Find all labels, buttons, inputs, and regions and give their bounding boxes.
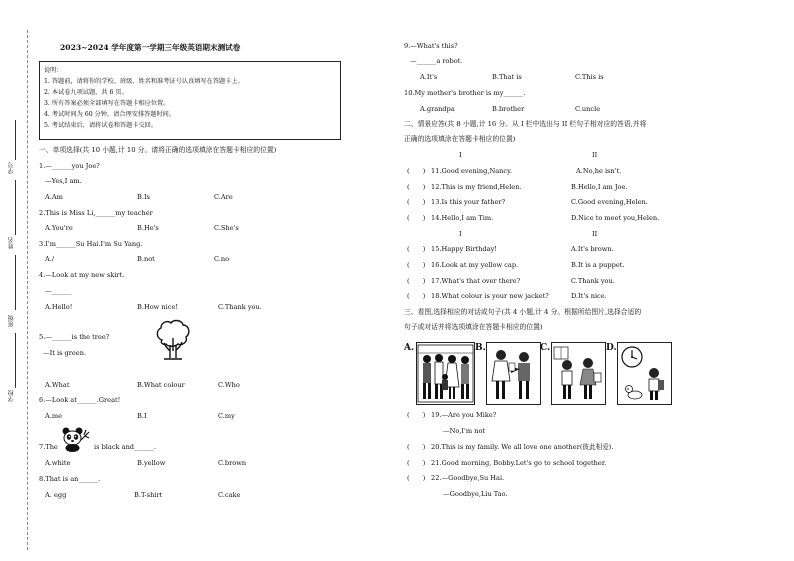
q14-right: D.Nice to meet you,Helen. xyxy=(571,214,660,222)
q16-left: 16.Look at my yellow cap. xyxy=(431,261,519,269)
picture-label-b: B. xyxy=(475,343,486,353)
q12-right: B.Hello,I am Joe. xyxy=(571,183,628,191)
answer-paren[interactable]: ( ) xyxy=(407,443,426,451)
q12-left: 12.This is my friend,Helen. xyxy=(431,183,522,191)
q15-right: A.It's brown. xyxy=(571,245,614,253)
q10-option-c[interactable]: C.uncle xyxy=(575,105,601,113)
answer-paren[interactable]: ( ) xyxy=(407,292,426,300)
q8-option-a[interactable]: A. egg xyxy=(45,491,67,499)
picture-d-frame xyxy=(617,342,672,405)
answer-paren[interactable]: ( ) xyxy=(407,183,426,191)
blank-line xyxy=(15,180,16,235)
q15-left: 15.Happy Birthday! xyxy=(431,245,497,253)
clock-child-icon xyxy=(618,343,671,404)
q21-line1: 21.Good morning, Bobby.Let's go to school together. xyxy=(431,459,607,467)
q14-left: 14.Hello,I am Tim. xyxy=(431,214,494,222)
q1-reply: —Yes,I am. xyxy=(45,177,82,185)
children-icon xyxy=(552,343,605,404)
instruction-line: 5. 考试结束后，请将试卷和答题卡交回。 xyxy=(44,122,158,129)
q18-right: D.It's nice. xyxy=(571,292,607,300)
picture-b-frame xyxy=(486,342,541,405)
q22-line2: —Goodbye,Liu Tao. xyxy=(443,490,508,498)
q4-option-c[interactable]: C.Thank you. xyxy=(218,303,262,311)
column-ii-header: II xyxy=(592,230,598,238)
q2-stem: 2.This is Miss Li,______my teacher xyxy=(39,209,153,217)
column-ii-header: II xyxy=(592,151,598,159)
q3-option-c[interactable]: C.no xyxy=(214,255,230,263)
q19-line1: 19.—Are you Mike? xyxy=(431,411,497,419)
q1-option-c[interactable]: C.Are xyxy=(214,193,233,201)
label-name: 姓名 xyxy=(8,237,15,249)
q8-option-b[interactable]: B.T-shirt xyxy=(134,491,163,499)
q9-option-a[interactable]: A.It's xyxy=(420,73,438,81)
q5-option-b[interactable]: B.What colour xyxy=(137,381,185,389)
q1-option-b[interactable]: B.Is xyxy=(137,193,150,201)
blank-line xyxy=(15,120,16,160)
q17-right: C.Thank you. xyxy=(571,277,615,285)
q4-reply: —______ xyxy=(45,287,72,295)
blank-line xyxy=(15,255,16,310)
section3-heading: 三、看图,选择相应的对话或句子(共 4 小题,计 4 分。根据所给图片,选择合适的 xyxy=(404,308,642,316)
q13-right: C.Good evening,Helen. xyxy=(571,198,648,206)
q7-option-b[interactable]: B.yellow xyxy=(137,459,166,467)
two-people-icon xyxy=(487,343,540,404)
q2-option-a[interactable]: A.You're xyxy=(45,224,73,232)
section3-heading-cont: 句子或对话并将选项填涂在答题卡相应的位置) xyxy=(404,323,543,331)
q3-option-b[interactable]: B.not xyxy=(137,255,155,263)
q7-option-a[interactable]: A.white xyxy=(45,459,71,467)
answer-paren[interactable]: ( ) xyxy=(407,459,426,467)
answer-paren[interactable]: ( ) xyxy=(407,411,426,419)
section2-heading-cont: 正确的选项填涂在答题卡相应的位置) xyxy=(404,135,516,143)
q10-stem: 10.My mother's brother is my______. xyxy=(404,89,526,97)
blank-line xyxy=(15,333,16,388)
q18-left: 18.What colour is your new jacket? xyxy=(431,292,549,300)
q9-reply: —______a robot. xyxy=(410,57,463,65)
page-title: 2023~2024 学年度第一学期三年级英语期末测试卷 xyxy=(60,43,241,52)
q2-option-c[interactable]: C.She's xyxy=(214,224,239,232)
section1-heading: 一、单项选择(共 10 小题,计 10 分。请将正确的选项填涂在答题卡相应的位置) xyxy=(39,146,277,154)
q5-option-c[interactable]: C.Who xyxy=(218,381,240,389)
instruction-line: 3. 所有答案必须全部填写在答题卡相应位置。 xyxy=(44,100,170,107)
q16-right: B.It is a puppet. xyxy=(571,261,625,269)
section2-heading: 二、情景应答(共 8 小题,计 16 分。从 I 栏中选出与 II 栏句子相对应的答语,并将 xyxy=(404,120,647,128)
q9-stem: 9.—What's this? xyxy=(404,42,458,50)
instruction-line: 1. 答题前，请将你的学校、班级、姓名和准考证号认真填写在答题卡上。 xyxy=(44,78,244,85)
q9-option-c[interactable]: C.This is xyxy=(575,73,604,81)
answer-paren[interactable]: ( ) xyxy=(407,198,426,206)
q7-option-c[interactable]: C.brown xyxy=(218,459,247,467)
q6-stem: 6.—Look at______.Great! xyxy=(39,396,121,404)
q7-stem-end: is black and______. xyxy=(94,443,156,451)
q4-stem: 4.—Look at my new skirt. xyxy=(39,271,125,279)
answer-paren[interactable]: ( ) xyxy=(407,214,426,222)
panda-icon xyxy=(59,426,91,452)
q7-stem-start: 7.The xyxy=(39,443,58,451)
family-icon xyxy=(417,343,474,404)
q13-left: 13.Is this your father? xyxy=(431,198,506,206)
tree-icon xyxy=(154,318,192,362)
label-school: 学校 xyxy=(8,390,15,402)
q4-option-b[interactable]: B.How nice! xyxy=(137,303,179,311)
column-i-header: I xyxy=(459,230,462,238)
q6-option-b[interactable]: B.I xyxy=(137,412,147,420)
q11-left: 11.Good evening,Nancy. xyxy=(431,167,513,175)
answer-paren[interactable]: ( ) xyxy=(407,474,426,482)
seal-line xyxy=(27,30,28,550)
q9-option-b[interactable]: B.That is xyxy=(492,73,522,81)
q5-option-a[interactable]: A.What xyxy=(45,381,70,389)
q3-stem: 3.I'm______Su Hai.I'm Su Yang. xyxy=(39,240,143,248)
picture-label-a: A. xyxy=(404,343,415,353)
instructions-box xyxy=(39,61,341,140)
instructions-heading: 说明： xyxy=(44,67,63,74)
q5-reply: —It is green. xyxy=(43,349,87,357)
q3-option-a[interactable]: A./ xyxy=(45,255,55,263)
q20-line1: 20.This is my family. We all love one another(彼此相爱). xyxy=(431,443,614,451)
q22-line1: 22.—Goodbye,Su Hai. xyxy=(431,474,505,482)
answer-paren[interactable]: ( ) xyxy=(407,277,426,285)
q11-right: A.No,he isn't. xyxy=(576,167,622,175)
answer-paren[interactable]: ( ) xyxy=(407,261,426,269)
q5-stem: 5.—______is the tree? xyxy=(39,333,110,341)
q19-line2: —No,I'm not xyxy=(443,427,486,435)
label-class: 班级 xyxy=(8,315,15,327)
q17-left: 17.What's that over there? xyxy=(431,277,521,285)
column-i-header: I xyxy=(459,151,462,159)
q10-option-a[interactable]: A.grandpa xyxy=(420,105,455,113)
q10-option-b[interactable]: B.brother xyxy=(492,105,525,113)
picture-a-frame xyxy=(416,342,475,405)
label-student-number: 学号 xyxy=(8,162,15,174)
q6-option-c[interactable]: C.my xyxy=(218,412,235,420)
picture-label-d: D. xyxy=(606,343,617,353)
q8-stem: 8.That is an______. xyxy=(39,475,101,483)
picture-label-c: C. xyxy=(540,343,551,353)
q2-option-b[interactable]: B.He's xyxy=(137,224,159,232)
instruction-line: 4. 考试时间为 60 分钟，请合理安排答题时间。 xyxy=(44,111,176,118)
binding-strip xyxy=(4,120,22,430)
q4-option-a[interactable]: A.Hello! xyxy=(45,303,73,311)
q8-option-c[interactable]: C.cake xyxy=(218,491,241,499)
q1-stem: 1.—______you Joe? xyxy=(39,162,100,170)
answer-paren[interactable]: ( ) xyxy=(407,167,426,175)
instruction-line: 2. 本试卷九项试题，共 6 页。 xyxy=(44,89,128,96)
q1-option-a[interactable]: A.Am xyxy=(45,193,63,201)
q6-option-a[interactable]: A.me xyxy=(45,412,63,420)
picture-c-frame xyxy=(551,342,606,405)
answer-paren[interactable]: ( ) xyxy=(407,245,426,253)
